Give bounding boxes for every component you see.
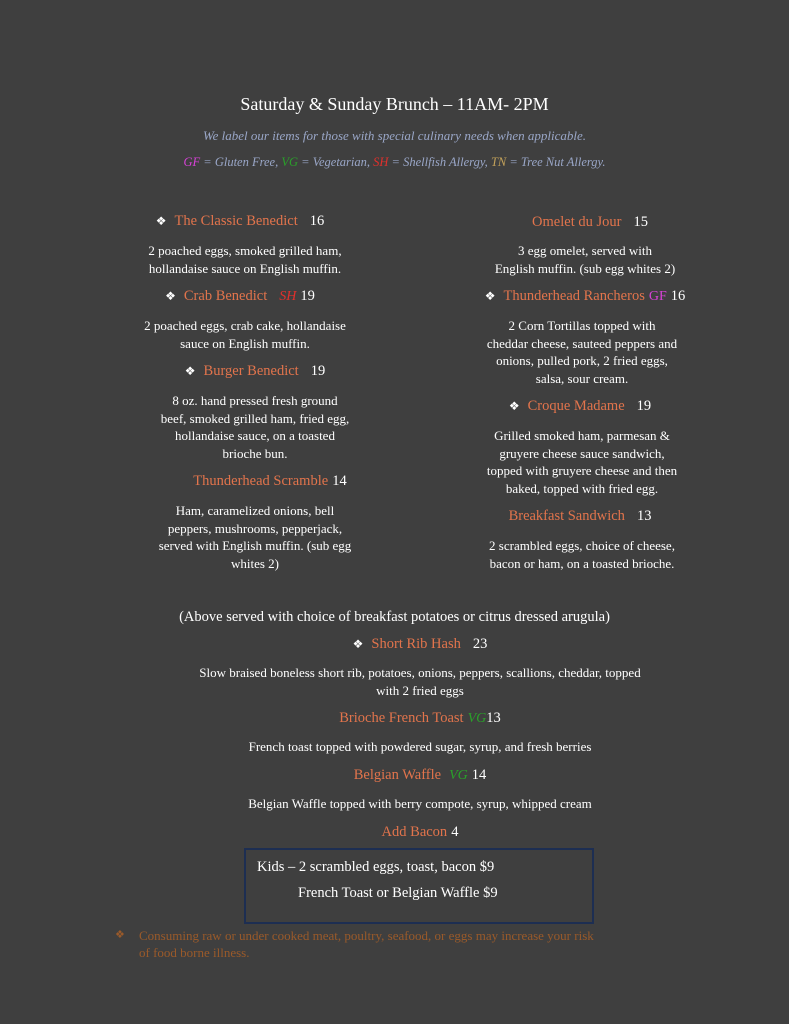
item-price: 19 xyxy=(636,398,652,414)
item-description xyxy=(120,738,720,756)
desc-line: cheddar cheese, sauteed peppers and xyxy=(486,335,678,351)
menu-item-omelet-du-jour xyxy=(460,213,720,231)
item-name: Short Rib Hash xyxy=(371,636,461,652)
item-description xyxy=(100,242,390,277)
item-price: 15 xyxy=(633,214,648,230)
item-description xyxy=(100,317,390,352)
gluten-free-tag: GF xyxy=(648,289,667,304)
item-name: Breakfast Sandwich xyxy=(508,508,625,524)
desc-line: with 2 fried eggs xyxy=(376,682,464,698)
desc-line: whites 2) xyxy=(230,555,280,571)
warning-line: of food borne illness. xyxy=(139,945,250,960)
item-price: 23 xyxy=(472,636,488,652)
item-name: Thunderhead Scramble xyxy=(193,473,329,489)
desc-line: salsa, sour cream. xyxy=(535,370,629,386)
kids-menu-line: Kids – 2 scrambled eggs, toast, bacon $9 xyxy=(257,859,495,875)
desc-line: 2 poached eggs, crab cake, hollandaise xyxy=(144,318,346,333)
desc-line: topped with gruyere cheese and then xyxy=(486,463,678,478)
sides-note: (Above served with choice of breakfast potatoes or citrus dressed arugula) xyxy=(179,609,610,625)
bullet-icon: ❖ xyxy=(165,289,176,303)
menu-item-belgian-waffle xyxy=(0,766,789,784)
desc-line: French toast topped with powdered sugar, syrup, and fresh berries xyxy=(248,739,592,754)
desc-line: 8 oz. hand pressed fresh ground xyxy=(172,393,338,408)
menu-item-add-bacon xyxy=(0,823,789,841)
bullet-icon: ❖ xyxy=(484,289,496,303)
kids-menu-line: French Toast or Belgian Waffle $9 xyxy=(298,885,498,901)
item-price: 4 xyxy=(451,824,459,840)
item-name: Crab Benedict xyxy=(183,288,268,304)
item-price: 16 xyxy=(670,288,686,304)
item-price: 14 xyxy=(471,767,487,783)
desc-line: 2 poached eggs, smoked grilled ham, xyxy=(148,243,342,258)
item-name: Add Bacon xyxy=(381,824,448,840)
desc-line: onions, pulled pork, 2 fried eggs, xyxy=(496,353,668,368)
item-price: 19 xyxy=(310,363,326,379)
bullet-icon: ❖ xyxy=(352,637,364,651)
item-description xyxy=(120,664,720,699)
legend-tn: TN xyxy=(490,155,507,169)
item-description xyxy=(110,502,400,572)
desc-line: gruyere cheese sauce sandwich, xyxy=(499,445,665,461)
legend-tn-text: = Tree Nut Allergy. xyxy=(506,155,606,169)
bullet-icon: ❖ xyxy=(184,364,196,378)
menu-item-thunderhead-rancheros xyxy=(440,287,730,305)
food-safety-warning xyxy=(115,927,715,961)
legend-sh-text: = Shellfish Allergy, xyxy=(388,155,491,169)
desc-line: Slow braised boneless short rib, potatoes, onions, peppers, scallions, cheddar, topped xyxy=(199,665,641,680)
vegetarian-tag: VG xyxy=(449,768,468,783)
desc-line: Ham, caramelized onions, bell xyxy=(175,503,335,518)
menu-item-thunderhead-scramble xyxy=(140,472,400,490)
item-description xyxy=(437,427,727,497)
legend-vg-text: = Vegetarian, xyxy=(298,155,374,169)
item-name: Brioche French Toast xyxy=(339,710,464,726)
item-description xyxy=(440,242,730,277)
desc-line: hollandaise sauce, on a toasted xyxy=(175,428,335,443)
item-name: Belgian Waffle xyxy=(353,767,442,783)
shellfish-tag: SH xyxy=(279,289,297,304)
item-price: 19 xyxy=(300,288,315,304)
item-price: 16 xyxy=(309,213,325,229)
desc-line: Belgian Waffle topped with berry compote, syrup, whipped cream xyxy=(248,796,592,811)
desc-line: brioche bun. xyxy=(222,445,288,461)
page-title: Saturday & Sunday Brunch – 11AM- 2PM xyxy=(240,94,549,114)
legend-gf: GF xyxy=(183,155,201,169)
item-description xyxy=(437,317,727,387)
item-name: Thunderhead Rancheros xyxy=(503,288,645,304)
legend-vg: VG xyxy=(281,155,299,169)
desc-line: English muffin. (sub egg whites 2) xyxy=(494,260,676,276)
desc-line: bacon or ham, on a toasted brioche. xyxy=(489,555,675,571)
bullet-icon: ❖ xyxy=(155,214,167,228)
warning-line: Consuming raw or under cooked meat, poultry, seafood, or eggs may increase your risk xyxy=(139,928,594,943)
item-name: The Classic Benedict xyxy=(174,213,298,229)
menu-item-brioche-french-toast xyxy=(0,709,789,727)
desc-line: 3 egg omelet, served with xyxy=(518,243,652,258)
item-price: 13 xyxy=(636,508,652,524)
desc-line: beef, smoked grilled ham, fried egg, xyxy=(160,410,350,426)
legend-gf-text: = Gluten Free, xyxy=(200,155,282,169)
bullet-icon: ❖ xyxy=(508,399,520,413)
menu-item-classic-benedict xyxy=(110,212,370,230)
vegetarian-tag: VG xyxy=(467,711,487,726)
item-name: Burger Benedict xyxy=(203,363,299,379)
item-description xyxy=(437,537,727,572)
menu-item-burger-benedict xyxy=(125,362,385,380)
item-price: 13 xyxy=(486,710,501,726)
menu-item-crab-benedict xyxy=(110,287,370,305)
item-description xyxy=(110,392,400,462)
desc-line: served with English muffin. (sub egg xyxy=(158,538,352,553)
item-name: Omelet du Jour xyxy=(532,214,622,230)
dietary-legend xyxy=(0,155,789,170)
desc-line: hollandaise sauce on English muffin. xyxy=(148,260,342,276)
desc-line: 2 Corn Tortillas topped with xyxy=(508,318,656,333)
desc-line: 2 scrambled eggs, choice of cheese, xyxy=(489,538,675,553)
menu-item-breakfast-sandwich xyxy=(450,507,710,525)
item-description xyxy=(120,795,720,813)
desc-line: baked, topped with fried egg. xyxy=(505,480,659,496)
menu-item-short-rib-hash xyxy=(0,635,789,653)
desc-line: sauce on English muffin. xyxy=(180,335,310,351)
desc-line: peppers, mushrooms, pepperjack, xyxy=(167,520,343,536)
legend-sh: SH xyxy=(373,155,389,169)
dietary-note: We label our items for those with special culinary needs when applicable. xyxy=(203,128,586,143)
bullet-icon: ❖ xyxy=(115,929,125,941)
menu-item-croque-madame xyxy=(450,397,710,415)
desc-line: Grilled smoked ham, parmesan & xyxy=(494,428,670,443)
item-price: 14 xyxy=(332,473,347,489)
item-name: Croque Madame xyxy=(527,398,625,414)
